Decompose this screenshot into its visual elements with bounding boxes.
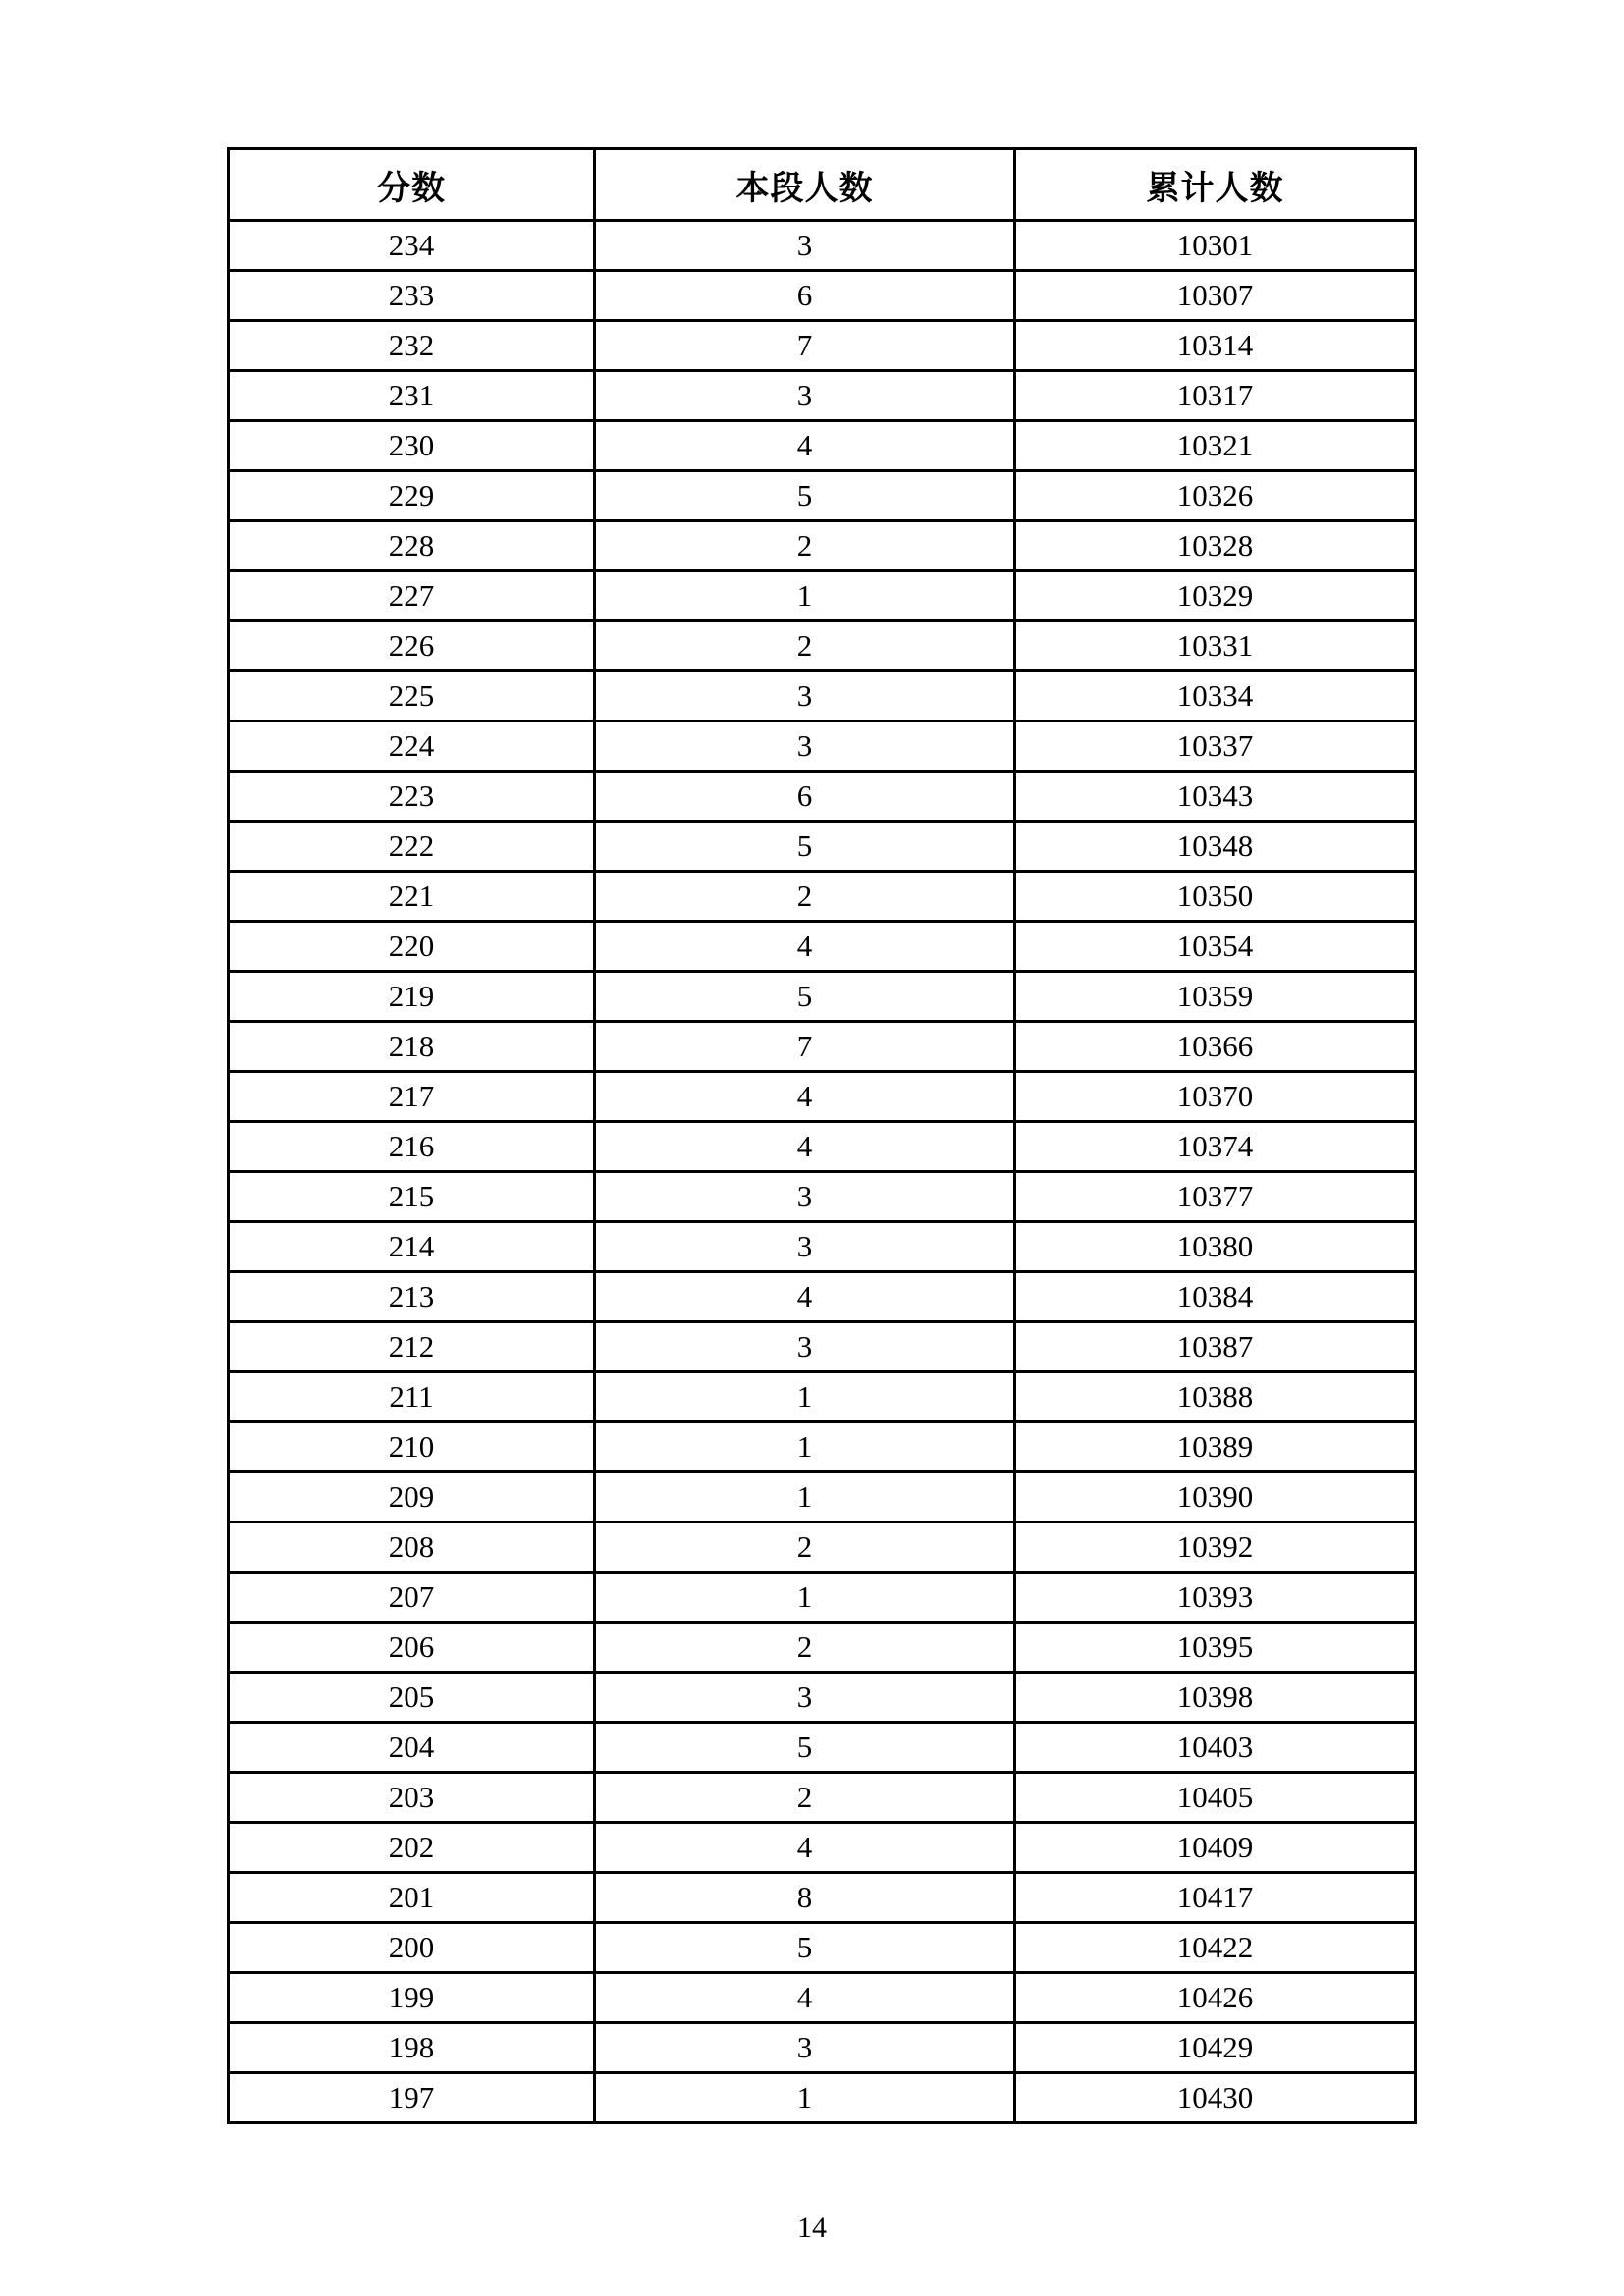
cell-cumulative-count: 10317 [1015,371,1416,421]
cell-score: 230 [229,421,595,471]
cell-score: 222 [229,822,595,872]
cell-cumulative-count: 10405 [1015,1773,1416,1823]
cell-band-count: 5 [595,471,1015,521]
cell-score: 205 [229,1673,595,1723]
cell-cumulative-count: 10377 [1015,1172,1416,1222]
cell-score: 228 [229,521,595,571]
header-row [229,149,1416,221]
cell-band-count: 3 [595,1673,1015,1723]
table-row [229,221,1416,271]
header-score: 分数 [229,149,595,221]
cell-score: 207 [229,1573,595,1623]
table-header [229,149,1416,221]
cell-band-count: 1 [595,1573,1015,1623]
cell-band-count: 3 [595,1172,1015,1222]
cell-score: 229 [229,471,595,521]
table-row [229,1873,1416,1923]
cell-band-count: 1 [595,1472,1015,1522]
cell-band-count: 3 [595,671,1015,721]
cell-score: 209 [229,1472,595,1522]
cell-band-count: 2 [595,521,1015,571]
table-row [229,271,1416,321]
cell-score: 202 [229,1823,595,1873]
cell-score: 233 [229,271,595,321]
cell-cumulative-count: 10409 [1015,1823,1416,1873]
cell-band-count: 3 [595,721,1015,772]
cell-score: 224 [229,721,595,772]
header-cumulative-count: 累计人数 [1015,149,1416,221]
cell-band-count: 3 [595,2023,1015,2073]
cell-band-count: 5 [595,1723,1015,1773]
cell-band-count: 4 [595,922,1015,972]
cell-cumulative-count: 10374 [1015,1122,1416,1172]
cell-score: 215 [229,1172,595,1222]
cell-score: 198 [229,2023,595,2073]
cell-band-count: 2 [595,621,1015,671]
cell-cumulative-count: 10331 [1015,621,1416,671]
table-row [229,1773,1416,1823]
cell-score: 227 [229,571,595,621]
cell-band-count: 4 [595,1122,1015,1172]
cell-band-count: 7 [595,321,1015,371]
table-row [229,1422,1416,1472]
cell-band-count: 4 [595,421,1015,471]
cell-cumulative-count: 10422 [1015,1923,1416,1973]
cell-score: 223 [229,772,595,822]
cell-cumulative-count: 10393 [1015,1573,1416,1623]
cell-cumulative-count: 10359 [1015,972,1416,1022]
table-row [229,1823,1416,1873]
table-row [229,1623,1416,1673]
table-row [229,1923,1416,1973]
table-row [229,1022,1416,1072]
table-row [229,1072,1416,1122]
cell-score: 212 [229,1322,595,1372]
cell-band-count: 3 [595,371,1015,421]
table-row [229,972,1416,1022]
table-row [229,1973,1416,2023]
cell-cumulative-count: 10392 [1015,1522,1416,1573]
cell-band-count: 3 [595,1222,1015,1272]
cell-cumulative-count: 10395 [1015,1623,1416,1673]
table-row [229,521,1416,571]
table-row [229,621,1416,671]
cell-score: 208 [229,1522,595,1573]
cell-cumulative-count: 10321 [1015,421,1416,471]
table-row [229,1723,1416,1773]
cell-cumulative-count: 10417 [1015,1873,1416,1923]
table-row [229,1472,1416,1522]
cell-band-count: 6 [595,271,1015,321]
cell-cumulative-count: 10307 [1015,271,1416,321]
table-row [229,922,1416,972]
cell-band-count: 1 [595,2073,1015,2123]
cell-cumulative-count: 10398 [1015,1673,1416,1723]
table-row [229,772,1416,822]
cell-band-count: 2 [595,1522,1015,1573]
cell-band-count: 4 [595,1072,1015,1122]
cell-cumulative-count: 10350 [1015,872,1416,922]
cell-cumulative-count: 10388 [1015,1372,1416,1422]
table-row [229,571,1416,621]
table-row [229,1573,1416,1623]
cell-score: 218 [229,1022,595,1072]
page-number: 14 [797,2212,827,2244]
cell-cumulative-count: 10370 [1015,1072,1416,1122]
table-row [229,371,1416,421]
cell-score: 220 [229,922,595,972]
cell-score: 204 [229,1723,595,1773]
cell-score: 232 [229,321,595,371]
cell-band-count: 8 [595,1873,1015,1923]
cell-cumulative-count: 10430 [1015,2073,1416,2123]
cell-cumulative-count: 10384 [1015,1272,1416,1322]
cell-score: 213 [229,1272,595,1322]
cell-score: 217 [229,1072,595,1122]
cell-cumulative-count: 10389 [1015,1422,1416,1472]
cell-cumulative-count: 10429 [1015,2023,1416,2073]
table-row [229,1372,1416,1422]
cell-cumulative-count: 10314 [1015,321,1416,371]
cell-cumulative-count: 10366 [1015,1022,1416,1072]
cell-band-count: 4 [595,1823,1015,1873]
table-row [229,671,1416,721]
table-row [229,471,1416,521]
cell-cumulative-count: 10348 [1015,822,1416,872]
cell-band-count: 5 [595,1923,1015,1973]
cell-cumulative-count: 10326 [1015,471,1416,521]
cell-cumulative-count: 10334 [1015,671,1416,721]
cell-band-count: 2 [595,1773,1015,1823]
cell-score: 203 [229,1773,595,1823]
cell-score: 201 [229,1873,595,1923]
cell-score: 225 [229,671,595,721]
header-band-count: 本段人数 [595,149,1015,221]
cell-score: 221 [229,872,595,922]
cell-cumulative-count: 10354 [1015,922,1416,972]
cell-band-count: 3 [595,1322,1015,1372]
cell-score: 214 [229,1222,595,1272]
cell-score: 199 [229,1973,595,2023]
table-row [229,1522,1416,1573]
cell-cumulative-count: 10337 [1015,721,1416,772]
cell-band-count: 5 [595,972,1015,1022]
table-row [229,2073,1416,2123]
cell-band-count: 2 [595,872,1015,922]
cell-band-count: 4 [595,1973,1015,2023]
table-row [229,1673,1416,1723]
table-row [229,1322,1416,1372]
cell-band-count: 7 [595,1022,1015,1072]
cell-score: 211 [229,1372,595,1422]
cell-band-count: 3 [595,221,1015,271]
table-row [229,2023,1416,2073]
cell-band-count: 6 [595,772,1015,822]
cell-cumulative-count: 10403 [1015,1723,1416,1773]
table-row [229,721,1416,772]
cell-band-count: 1 [595,1422,1015,1472]
cell-band-count: 1 [595,1372,1015,1422]
table-row [229,1272,1416,1322]
cell-score: 200 [229,1923,595,1973]
cell-cumulative-count: 10329 [1015,571,1416,621]
cell-band-count: 2 [595,1623,1015,1673]
cell-cumulative-count: 10380 [1015,1222,1416,1272]
score-distribution-table [227,147,1417,2124]
cell-band-count: 4 [595,1272,1015,1322]
cell-cumulative-count: 10426 [1015,1973,1416,2023]
cell-score: 197 [229,2073,595,2123]
table-row [229,1122,1416,1172]
cell-cumulative-count: 10328 [1015,521,1416,571]
cell-score: 219 [229,972,595,1022]
table-row [229,872,1416,922]
cell-cumulative-count: 10343 [1015,772,1416,822]
cell-score: 210 [229,1422,595,1472]
cell-score: 226 [229,621,595,671]
cell-score: 206 [229,1623,595,1673]
table-row [229,1222,1416,1272]
cell-score: 231 [229,371,595,421]
cell-score: 216 [229,1122,595,1172]
cell-cumulative-count: 10390 [1015,1472,1416,1522]
table-body [229,221,1416,2123]
table-row [229,822,1416,872]
table-row [229,1172,1416,1222]
table-row [229,421,1416,471]
cell-band-count: 1 [595,571,1015,621]
cell-band-count: 5 [595,822,1015,872]
cell-cumulative-count: 10387 [1015,1322,1416,1372]
cell-score: 234 [229,221,595,271]
cell-cumulative-count: 10301 [1015,221,1416,271]
table-row [229,321,1416,371]
